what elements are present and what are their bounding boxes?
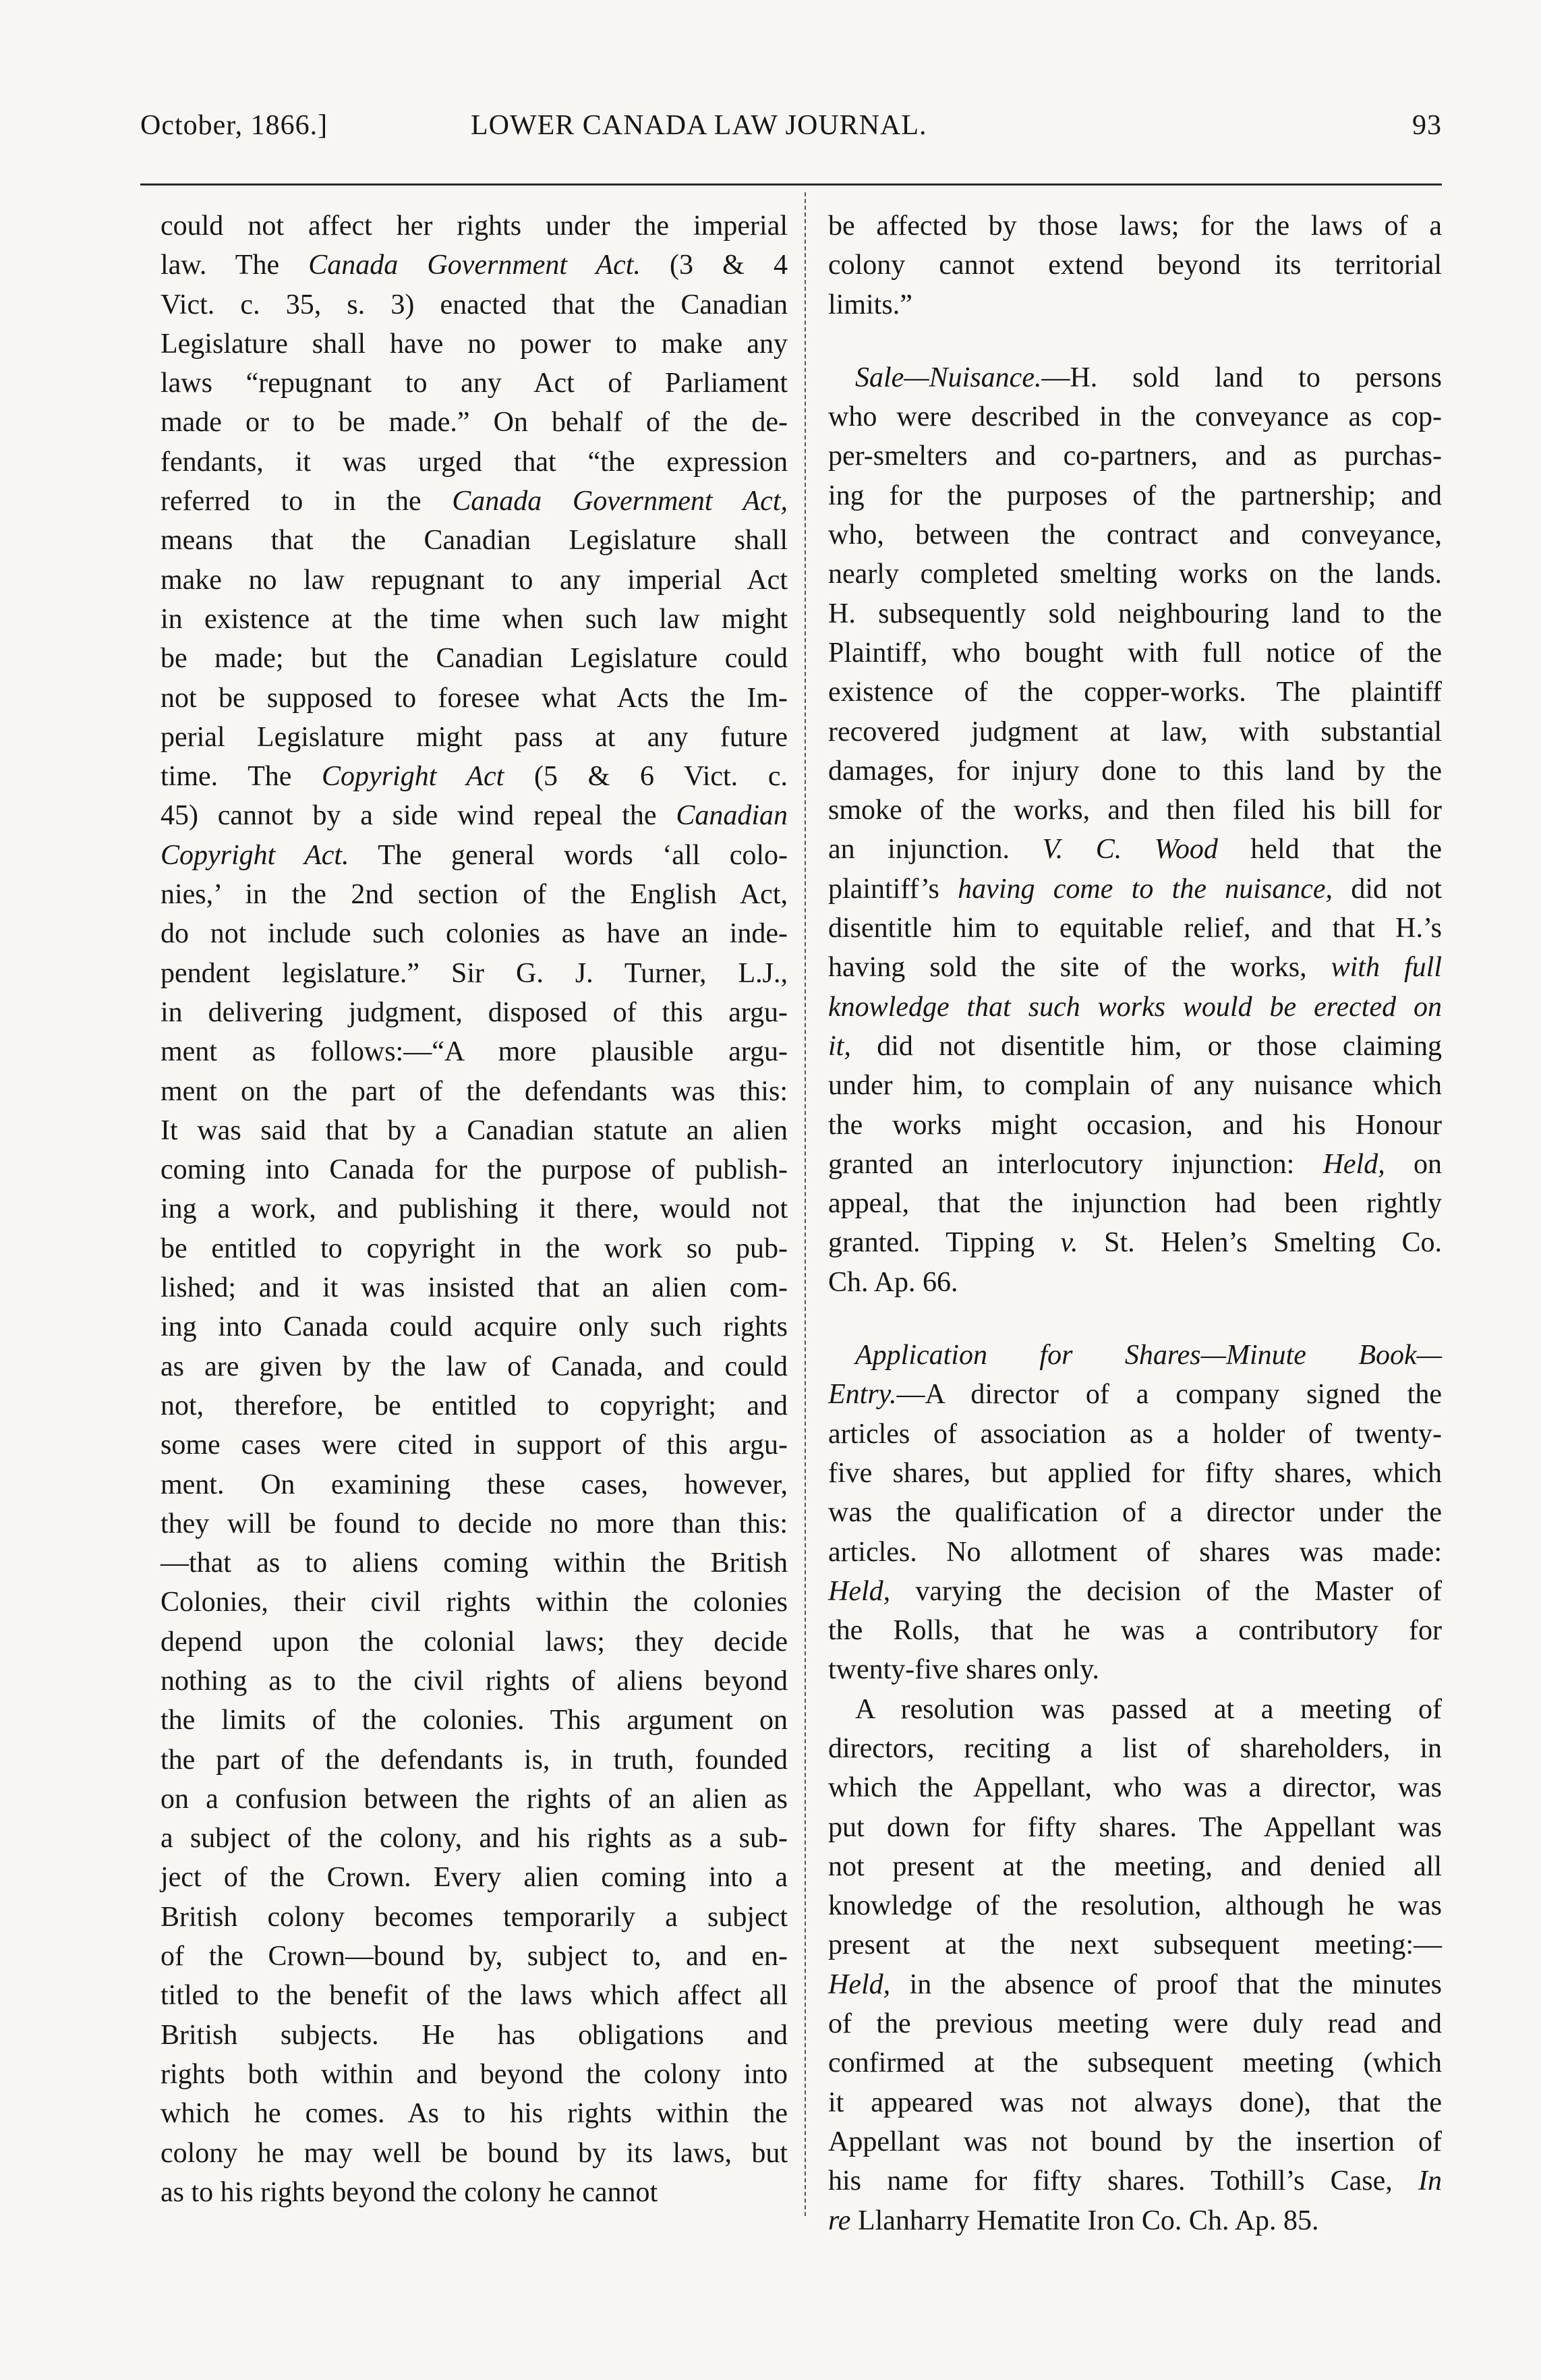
text-line: an injunction. V. C. Wood held that the — [828, 834, 1442, 866]
text-line: Held, varying the decision of the Master of — [828, 1575, 1442, 1607]
text-line: of the previous meeting were duly read and — [828, 2008, 1442, 2040]
text-line: knowledge that such works would be erected on — [828, 991, 1442, 1023]
text-line: five shares, but applied for fifty shares, which — [828, 1457, 1442, 1489]
text-line: under him, to complain of any nuisance which — [828, 1070, 1442, 1102]
text-line: Legislature shall have no power to make any — [161, 328, 788, 360]
case-summary-sale-nuisance — [828, 358, 1442, 1302]
text-line: Sale—Nuisance.—H. sold land to persons — [855, 362, 1442, 393]
text-line: existence of the copper-works. The plaintiff — [828, 677, 1442, 708]
text-line: recovered judgment at law, with substantial — [828, 716, 1442, 747]
quote-continuation — [828, 206, 1442, 324]
text-line: laws “repugnant to any Act of Parliament — [161, 368, 788, 399]
text-line: damages, for injury done to this land by the — [828, 755, 1442, 787]
text-line: Ch. Ap. 66. — [828, 1266, 958, 1298]
text-line: on a confusion between the rights of an alien as — [161, 1783, 788, 1815]
text-line: British subjects. He has obligations and — [161, 2019, 788, 2051]
text-line: colony cannot extend beyond its territorial — [828, 250, 1442, 281]
text-line: articles of association as a holder of twenty- — [828, 1418, 1442, 1450]
text-line: knowledge of the resolution, although he was — [828, 1890, 1442, 1922]
text-line: granted an interlocutory injunction: Held, on — [828, 1148, 1443, 1180]
text-line: depend upon the colonial laws; they decide — [161, 1626, 788, 1658]
text-line: which he comes. As to his rights within the — [161, 2098, 788, 2130]
text-line: time. The Copyright Act (5 & 6 Vict. c. — [161, 761, 788, 793]
text-line: not be supposed to foresee what Acts the Im- — [161, 682, 788, 714]
text-line: not present at the meeting, and denied all — [828, 1850, 1442, 1882]
text-line: articles. No allotment of shares was made: — [828, 1536, 1442, 1568]
text-line: titled to the benefit of the laws which affect all — [161, 1980, 788, 2012]
text-line: ing a work, and publishing it there, would not — [161, 1193, 788, 1225]
text-line: some cases were cited in support of this argu- — [161, 1429, 788, 1461]
text-line: as are given by the law of Canada, and could — [161, 1351, 788, 1382]
text-line: ing for the purposes of the partnership; and — [828, 480, 1442, 511]
text-line: limits.” — [828, 289, 912, 320]
text-line: not, therefore, be entitled to copyright; and — [161, 1390, 788, 1421]
text-line: nies,’ in the 2nd section of the English Act, — [161, 879, 788, 911]
text-line: who were described in the conveyance as cop- — [828, 401, 1442, 433]
text-line: was the qualification of a director under the — [828, 1497, 1442, 1529]
text-line: who, between the contract and conveyance, — [828, 519, 1442, 551]
text-line: ing into Canada could acquire only such rights — [161, 1311, 788, 1343]
text-line: disentitle him to equitable relief, and that H.’s — [828, 913, 1442, 944]
left-column — [161, 206, 788, 2212]
text-line: be made; but the Canadian Legislature could — [161, 643, 788, 675]
running-header — [120, 109, 1442, 163]
text-line: Copyright Act. The general words ‘all colo- — [161, 839, 788, 871]
text-line: 45) cannot by a side wind repeal the Canadian — [161, 800, 788, 832]
text-line: of the Crown—bound by, subject to, and en- — [161, 1941, 788, 1973]
text-line: H. subsequently sold neighbouring land to the — [828, 598, 1442, 629]
text-line: Application for Shares—Minute Book— — [855, 1340, 1442, 1371]
text-line: do not include such colonies as have an inde- — [161, 918, 788, 950]
page-number: 93 — [1412, 110, 1442, 141]
text-line: directors, reciting a list of shareholders, in — [828, 1732, 1442, 1764]
issue-date: October, 1866.] — [140, 110, 328, 141]
text-line: his name for fifty shares. Tothill’s Case, In — [828, 2165, 1442, 2197]
text-line: means that the Canadian Legislature shall — [161, 525, 788, 557]
text-line: put down for fifty shares. The Appellant was — [828, 1811, 1442, 1843]
text-line: perial Legislature might pass at any future — [161, 721, 788, 753]
column-divider — [805, 192, 806, 2216]
text-line: ment as follows:—“A more plausible argu- — [161, 1036, 788, 1068]
text-line: it appeared was not always done), that the — [828, 2087, 1442, 2118]
text-line: as to his rights beyond the colony he cannot — [161, 2176, 658, 2208]
text-line: A resolution was passed at a meeting of — [855, 1693, 1442, 1725]
text-line: the limits of the colonies. This argument on — [161, 1705, 788, 1736]
text-line: the Rolls, that he was a contributory for — [828, 1615, 1442, 1647]
text-line: a subject of the colony, and his rights as a sub- — [161, 1823, 788, 1854]
text-line: —that as to aliens coming within the British — [161, 1548, 788, 1579]
text-line: in existence at the time when such law might — [161, 603, 788, 635]
text-line: rights both within and beyond the colony into — [161, 2058, 788, 2090]
text-line: appeal, that the injunction had been rightly — [828, 1188, 1442, 1220]
text-line: Plaintiff, who bought with full notice of the — [828, 637, 1442, 669]
text-line: it, did not disentitle him, or those claiming — [828, 1030, 1442, 1062]
text-line: per-smelters and co-partners, and as purchas- — [828, 441, 1442, 472]
text-line: be entitled to copyright in the work so pub- — [161, 1232, 788, 1264]
text-line: fendants, it was urged that “the expression — [161, 446, 788, 478]
case-summary-resolution — [828, 1690, 1442, 2240]
text-line: made or to be made.” On behalf of the de- — [161, 407, 788, 438]
text-line: colony he may well be bound by its laws, but — [161, 2137, 788, 2169]
text-line: ject of the Crown. Every alien coming into a — [161, 1862, 788, 1894]
text-line: nearly completed smelting works on the lands. — [828, 559, 1442, 590]
text-line: coming into Canada for the purpose of publish- — [161, 1154, 788, 1186]
text-line: confirmed at the subsequent meeting (which — [828, 2047, 1442, 2079]
text-line: re Llanharry Hematite Iron Co. Ch. Ap. 85. — [828, 2205, 1319, 2236]
header-rule — [140, 183, 1442, 186]
text-line: be affected by those laws; for the laws of a — [828, 210, 1442, 242]
text-line: ment on the part of the defendants was this: — [161, 1075, 788, 1107]
right-column — [828, 206, 1442, 2240]
text-line: Entry.—A director of a company signed the — [828, 1379, 1442, 1411]
text-line: could not affect her rights under the imperial — [161, 210, 788, 242]
text-line: they will be found to decide no more than this: — [161, 1508, 788, 1539]
text-line: plaintiff’s having come to the nuisance, did not — [828, 873, 1442, 905]
text-line: present at the next subsequent meeting:— — [828, 1929, 1442, 1961]
text-line: It was said that by a Canadian statute an alien — [161, 1114, 788, 1146]
text-line: pendent legislature.” Sir G. J. Turner, L.J., — [161, 957, 788, 989]
text-line: having sold the site of the works, with full — [828, 952, 1442, 984]
text-line: lished; and it was insisted that an alien com- — [161, 1272, 788, 1304]
text-line: nothing as to the civil rights of aliens beyond — [161, 1665, 788, 1697]
text-line: granted. Tipping v. St. Helen’s Smelting Co. — [828, 1227, 1442, 1259]
text-line: ment. On examining these cases, however, — [161, 1469, 788, 1500]
text-line: Held, in the absence of proof that the minutes — [828, 1968, 1442, 2000]
text-line: Vict. c. 35, s. 3) enacted that the Canadian — [161, 289, 788, 320]
text-line: which the Appellant, who was a director, was — [828, 1772, 1442, 1804]
journal-title: LOWER CANADA LAW JOURNAL. — [471, 110, 927, 141]
text-line: British colony becomes temporarily a subject — [161, 1901, 788, 1933]
case-summary-application-for-shares — [828, 1336, 1442, 1690]
text-line: make no law repugnant to any imperial Act — [161, 564, 788, 596]
text-line: referred to in the Canada Government Act, — [161, 486, 788, 517]
text-line: twenty-five shares only. — [828, 1654, 1099, 1686]
text-line: smoke of the works, and then filed his bill for — [828, 795, 1442, 826]
text-line: the works might occasion, and his Honour — [828, 1109, 1442, 1141]
text-line: the part of the defendants is, in truth, founded — [161, 1744, 788, 1776]
text-line: law. The Canada Government Act. (3 & 4 — [161, 250, 788, 281]
text-line: in delivering judgment, disposed of this argu- — [161, 996, 788, 1028]
text-line: Colonies, their civil rights within the colonies — [161, 1587, 788, 1618]
text-line: Appellant was not bound by the insertion of — [828, 2126, 1442, 2157]
